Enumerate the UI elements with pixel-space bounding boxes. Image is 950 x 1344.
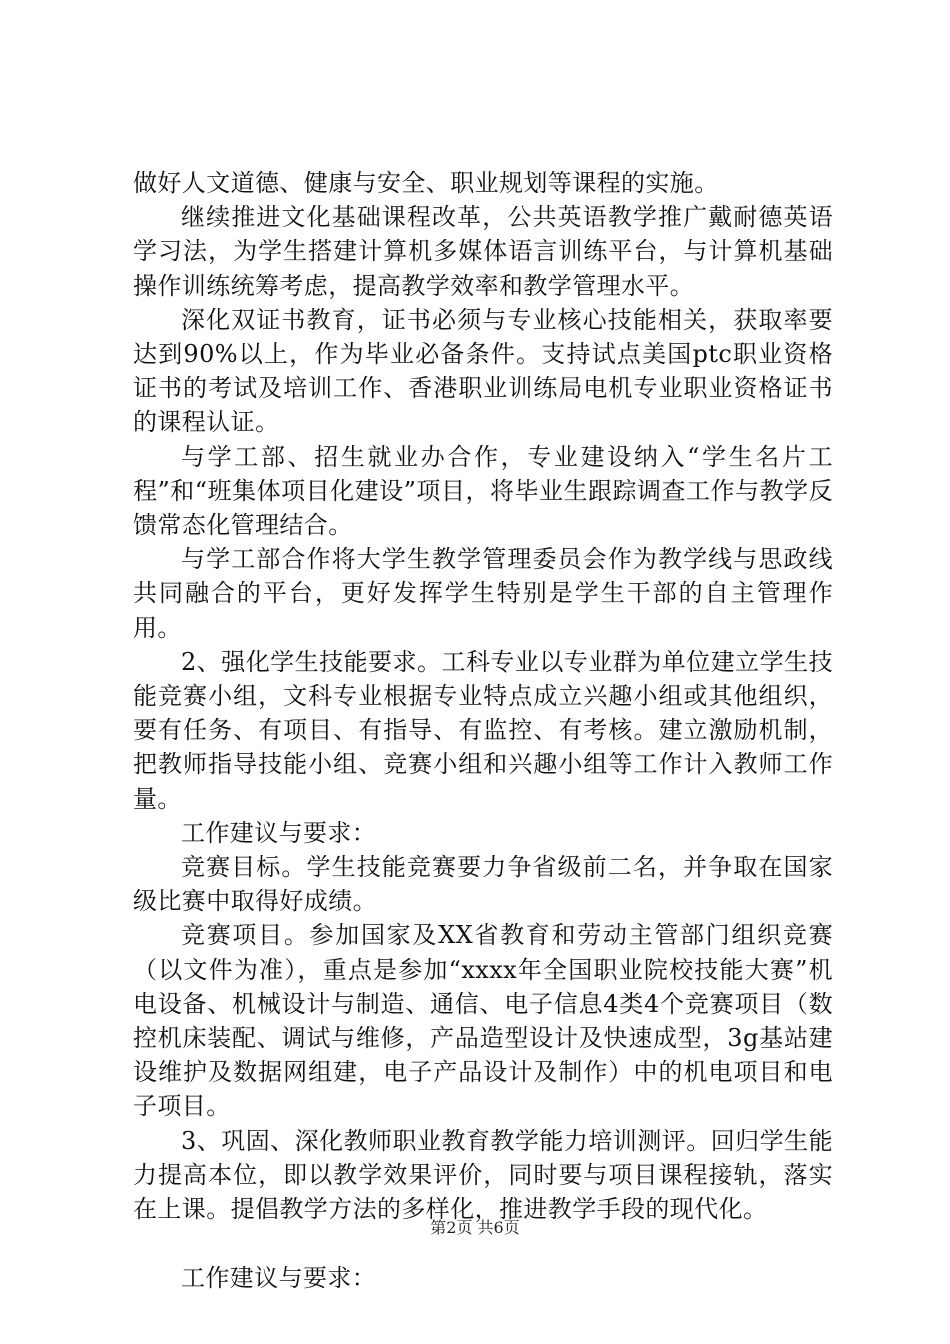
page-footer: 第2页 共6页 <box>430 1218 520 1237</box>
section-heading-paragraph: 3、巩固、深化教师职业教育教学能力培训测评。回归学生能力提高本位，即以教学效果评价，同时要与项目课程接轨，落实在上课。提倡教学方法的多样化，推进教学手段的现代化。 <box>133 1126 833 1224</box>
subheading: 工作建议与要求： <box>181 818 377 847</box>
document-body <box>133 166 833 1296</box>
paragraph: 做好人文道德、健康与安全、职业规划等课程的实施。 <box>133 169 719 197</box>
paragraph: 与学工部合作将大学生教学管理委员会作为教学线与思政线共同融合的平台，更好发挥学生特别是学生干部的自主管理作用。 <box>133 545 833 642</box>
paragraph: 与学工部、招生就业办合作，专业建设纳入“学生名片工程”和“班集体项目化建设”项目，将毕业生跟踪调查工作与教学反馈常态化管理结合。 <box>133 442 833 540</box>
subheading: 工作建议与要求： <box>181 1264 377 1293</box>
paragraph: 竞赛项目。参加国家及XX省教育和劳动主管部门组织竞赛（以文件为准），重点是参加“xxxx年全国职业院校技能大赛”机电设备、机械设计与制造、通信、电子信息4类4个竞赛项目（数控机床装配、调试与维修，产品造型设计及快速成型，3g基站建设维护及数据网组建，电子产品设计及制作）中的机电项目和电子项目。 <box>133 921 833 1121</box>
section-heading-paragraph: 2、强化学生技能要求。工科专业以专业群为单位建立学生技能竞赛小组，文科专业根据专业特点成立兴趣小组或其他组织，要有任务、有项目、有指导、有监控、有考核。建立激励机制，把教师指导技能小组、竞赛小组和兴趣小组等工作计入教师工作量。 <box>133 647 833 813</box>
paragraph: 深化双证书教育，证书必须与专业核心技能相关，获取率要达到90%以上，作为毕业必备条件。支持试点美国ptc职业资格证书的考试及培训工作、香港职业训练局电机专业职业资格证书的课程认证。 <box>133 305 833 437</box>
paragraph: 竞赛目标。学生技能竞赛要力争省级前二名，并争取在国家级比赛中取得好成绩。 <box>133 853 833 916</box>
paragraph: 继续推进文化基础课程改革，公共英语教学推广戴耐德英语学习法，为学生搭建计算机多媒体语言训练平台，与计算机基础操作训练统筹考虑，提高教学效率和教学管理水平。 <box>133 203 833 300</box>
